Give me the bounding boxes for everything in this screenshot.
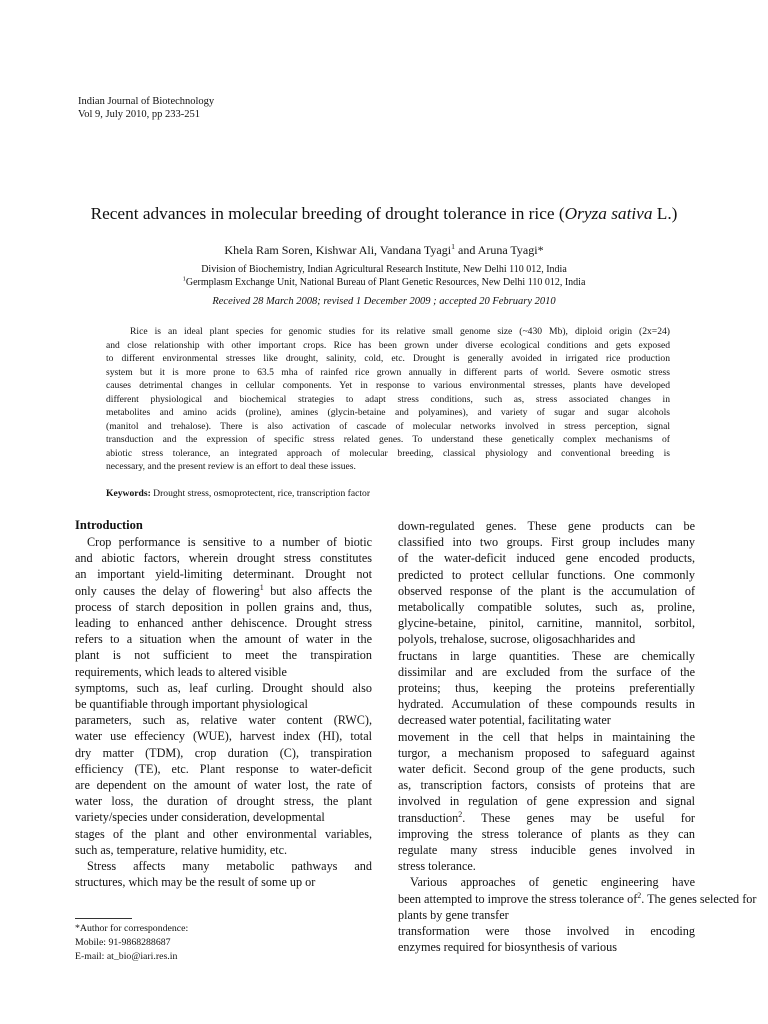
citation-sup: 2 bbox=[637, 890, 642, 900]
column-line bbox=[75, 664, 372, 680]
column-line bbox=[410, 874, 695, 890]
paper-title bbox=[0, 204, 768, 224]
column-line-text: parameters, such as, relative water content (RWC), bbox=[75, 713, 372, 728]
column-line-rest: . These genes may be useful for bbox=[462, 810, 695, 825]
affiliation-second bbox=[0, 277, 768, 288]
column-line bbox=[87, 534, 372, 550]
column-line bbox=[398, 567, 695, 583]
author-last: and Aruna Tyagi* bbox=[455, 243, 544, 257]
column-line bbox=[398, 826, 695, 842]
column-line-text: water use effeciency (WUE), harvest index (HI), total bbox=[75, 729, 372, 744]
column-line bbox=[75, 809, 372, 825]
column-line-text: Stress affects many metabolic pathways and bbox=[87, 859, 372, 873]
column-line bbox=[398, 518, 695, 534]
column-line-text: been attempted to improve the stress tolerance of bbox=[398, 891, 638, 906]
column-line-text: are dependent on the amount of water lost, the rate of bbox=[75, 778, 372, 792]
title-species: Oryza sativa bbox=[564, 204, 653, 223]
column-line bbox=[75, 647, 372, 663]
column-line bbox=[75, 745, 372, 761]
affiliation-first: Division of Biochemistry, Indian Agricultural Research Institute, New Delhi 110 012, India bbox=[201, 264, 567, 275]
column-line bbox=[398, 696, 695, 712]
column-line bbox=[75, 631, 372, 647]
column-line-text: variety/species under consideration, developmental bbox=[75, 810, 325, 825]
column-line bbox=[75, 583, 372, 599]
column-line-text: down-regulated genes. These gene products can be bbox=[398, 519, 695, 533]
footnote-mobile: Mobile: 91-9868288687 bbox=[75, 937, 171, 948]
abstract-line: Rice is an ideal plant species for genomic studies for its relative small genome size (~430 Mb), diploid origin (2x=24) bbox=[130, 326, 670, 337]
column-line bbox=[398, 842, 695, 858]
column-line bbox=[75, 566, 372, 582]
column-line-text: dry matter (TDM), crop duration (C), transpiration bbox=[75, 745, 372, 760]
column-line-text: observed response of the plant is the accumulation of bbox=[398, 583, 695, 598]
column-line-text: and abiotic factors, wherein drought stress constitutes bbox=[75, 551, 372, 566]
column-line bbox=[75, 793, 372, 809]
column-line-text: stages of the plant and other environmental variables, bbox=[75, 826, 372, 841]
abstract-line: transduction and the expression of specific stress related genes. To understand these genetically complex mechanisms of bbox=[106, 434, 670, 446]
column-line bbox=[87, 858, 372, 874]
column-line-rest: . The genes selected for bbox=[641, 891, 757, 906]
received-dates: Received 28 March 2008; revised 1 December 2009 ; accepted 20 February 2010 bbox=[212, 296, 556, 307]
column-line bbox=[75, 680, 372, 696]
title-main: Recent advances in molecular breeding of drought tolerance in rice ( bbox=[90, 204, 565, 223]
column-line-text: leading to enhanced anther dehiscence. Drought stress bbox=[75, 616, 372, 630]
column-line-text: polyols, trehalose, sucrose, oligosachharides and bbox=[398, 632, 636, 647]
column-line bbox=[75, 874, 372, 890]
keywords-label: Keywords: bbox=[106, 488, 151, 499]
column-line bbox=[75, 550, 372, 566]
column-line bbox=[75, 777, 372, 793]
column-line-text: glycine-betaine, pinitol, carnitine, mannitol, sorbitol, bbox=[398, 616, 695, 631]
column-line-text: water loss, the duration of drought stress, the plant bbox=[75, 794, 372, 809]
column-line bbox=[398, 890, 757, 907]
abstract-line: metabolites and amino acids (proline), amines (glycin-betaine and polyamines), and variety of sugar and sugar alcohols bbox=[106, 407, 670, 419]
author-sup: 1 bbox=[451, 242, 455, 251]
abstract-line: causes detrimental changes in cellular components. Yet in response to various environmental stresses, plants have developed bbox=[106, 380, 670, 392]
column-line bbox=[75, 615, 372, 631]
column-line bbox=[75, 826, 372, 842]
column-line-text: water deficit. Second group of the gene products, such bbox=[398, 762, 695, 776]
column-line bbox=[398, 729, 695, 745]
abstract-line: (manitol and trehalose). There is also activation of cascade of molecular networks involved in stress perception, signal bbox=[106, 420, 670, 432]
affiliation-sup: 1 bbox=[182, 275, 186, 283]
abstract-line: abiotic stress tolerance, an integrated approach of molecular breeding, classical physiology and conventional breeding is bbox=[106, 447, 670, 459]
column-line-text: hydrated. Accumulation of these compounds results in bbox=[398, 697, 695, 712]
introduction-heading: Introduction bbox=[75, 518, 143, 532]
column-line-text: transformation were those involved in encoding bbox=[398, 924, 695, 938]
author-list bbox=[0, 243, 768, 258]
footnote-email: E-mail: at_bio@iari.res.in bbox=[75, 951, 178, 962]
citation-sup: 2 bbox=[458, 809, 463, 819]
column-line bbox=[398, 810, 695, 826]
column-line-text: predicted to protect cellular functions. One commonly bbox=[398, 567, 695, 582]
column-line bbox=[398, 777, 695, 793]
column-line bbox=[398, 858, 695, 874]
column-line-text: proteins; thus, keeping the proteins preferentially bbox=[398, 681, 695, 695]
column-line-text: dissimilar and are excluded from the surface of the bbox=[398, 664, 695, 679]
journal-name: Indian Journal of Biotechnology bbox=[78, 96, 215, 107]
abstract-line: to different environmental stresses like drought, salinity, cold, etc. Drought is generally avoided in irrigated rice production bbox=[106, 353, 670, 364]
column-line bbox=[75, 761, 372, 777]
column-line-text: plants by gene transfer bbox=[398, 907, 509, 922]
abstract-line: system but it is more prone to 63.5 mha of rainfed rice grown annually in different parts of world. Severe osmotic stress bbox=[106, 366, 670, 378]
column-line-text: of the water-deficit induced gene encoded products, bbox=[398, 551, 695, 566]
column-line bbox=[398, 664, 695, 680]
column-line bbox=[398, 923, 695, 939]
column-line bbox=[398, 534, 695, 550]
column-line-text: stress tolerance. bbox=[398, 859, 476, 874]
citation-sup: 1 bbox=[259, 582, 264, 592]
column-line-text: requirements, which leads to altered visible bbox=[75, 664, 287, 679]
column-line-text: an important yield-limiting determinant. Drought not bbox=[75, 567, 372, 582]
keywords bbox=[106, 488, 370, 499]
title-suffix: L.) bbox=[652, 204, 678, 223]
column-line-text: Various approaches of genetic engineering have bbox=[410, 875, 695, 890]
column-line-text: only causes the delay of flowering bbox=[75, 583, 260, 598]
column-line-rest: but also affects the bbox=[263, 583, 372, 598]
column-line-text: efficiency (TE), etc. Plant response to water-deficit bbox=[75, 761, 372, 776]
affiliation-second-text: Germplasm Exchange Unit, National Bureau of Plant Genetic Resources, New Delhi 110 012, India bbox=[185, 277, 586, 288]
column-line-text: refers to a situation when the amount of water in the bbox=[75, 632, 372, 647]
column-line-text: enzymes required for biosynthesis of various bbox=[398, 940, 617, 955]
column-line-text: classified into two groups. First group includes many bbox=[398, 535, 695, 550]
column-line bbox=[75, 728, 372, 744]
column-line-text: such as, temperature, relative humidity, etc. bbox=[75, 842, 288, 857]
column-line-text: process of starch deposition in pollen grains and, thus, bbox=[75, 599, 372, 614]
column-line-text: regulate many stress inducible genes involved in bbox=[398, 843, 695, 857]
column-line bbox=[75, 599, 372, 615]
column-line bbox=[398, 631, 695, 647]
column-line-text: symptoms, such as, leaf curling. Drought should also bbox=[75, 680, 372, 695]
journal-volume: Vol 9, July 2010, pp 233-251 bbox=[78, 109, 201, 120]
column-line bbox=[398, 648, 695, 664]
column-line bbox=[75, 842, 372, 858]
column-line bbox=[398, 793, 695, 809]
column-line-text: decreased water potential, facilitating water bbox=[398, 713, 611, 728]
column-line bbox=[398, 745, 695, 761]
column-line-text: movement in the cell that helps in maintaining the bbox=[398, 729, 695, 744]
column-line bbox=[398, 939, 695, 955]
column-line-text: Crop performance is sensitive to a number of biotic bbox=[87, 535, 372, 549]
author-names: Khela Ram Soren, Kishwar Ali, Vandana Tyagi bbox=[224, 243, 452, 257]
column-line bbox=[398, 550, 695, 566]
column-line bbox=[398, 907, 695, 923]
column-line bbox=[75, 712, 372, 728]
column-line bbox=[398, 599, 695, 615]
column-line bbox=[398, 761, 695, 777]
abstract-line: and close relationship with other important crops. Rice has been grown under diverse ecological conditions and gets exposed bbox=[106, 339, 670, 351]
abstract-line: necessary, and the present review is an effort to deal these issues. bbox=[106, 461, 356, 473]
column-line-text: as, transcription factors, consists of proteins that are bbox=[398, 778, 695, 793]
column-line-text: metabolically compatible solutes, such as, proline, bbox=[398, 600, 695, 614]
column-line bbox=[398, 583, 695, 599]
column-line bbox=[398, 712, 695, 728]
column-line bbox=[75, 696, 372, 712]
column-line-text: plant is not sufficient to meet the transpiration bbox=[75, 648, 372, 663]
abstract-line: different physiological and biochemical strategies to adapt stress conditions, such as, stress associated changes in bbox=[106, 393, 670, 405]
column-line-text: involved in regulation of gene expression and signal bbox=[398, 794, 695, 809]
footnote-rule bbox=[75, 918, 132, 919]
column-line-text: turgor, a mechanism proposed to safeguard against bbox=[398, 745, 695, 760]
column-line-text: be quantifiable through important physiological bbox=[75, 697, 308, 711]
column-line-text: improving the stress tolerance of plants as they can bbox=[398, 826, 695, 841]
footnote-author: *Author for correspondence: bbox=[75, 923, 189, 934]
column-line-text: structures, which may be the result of some up or bbox=[75, 875, 316, 890]
keywords-text: Drought stress, osmoprotectent, rice, transcription factor bbox=[150, 488, 371, 499]
column-line-text: transduction bbox=[398, 810, 459, 825]
column-line-text: fructans in large quantities. These are chemically bbox=[398, 648, 695, 663]
column-line bbox=[398, 615, 695, 631]
column-line bbox=[398, 680, 695, 696]
